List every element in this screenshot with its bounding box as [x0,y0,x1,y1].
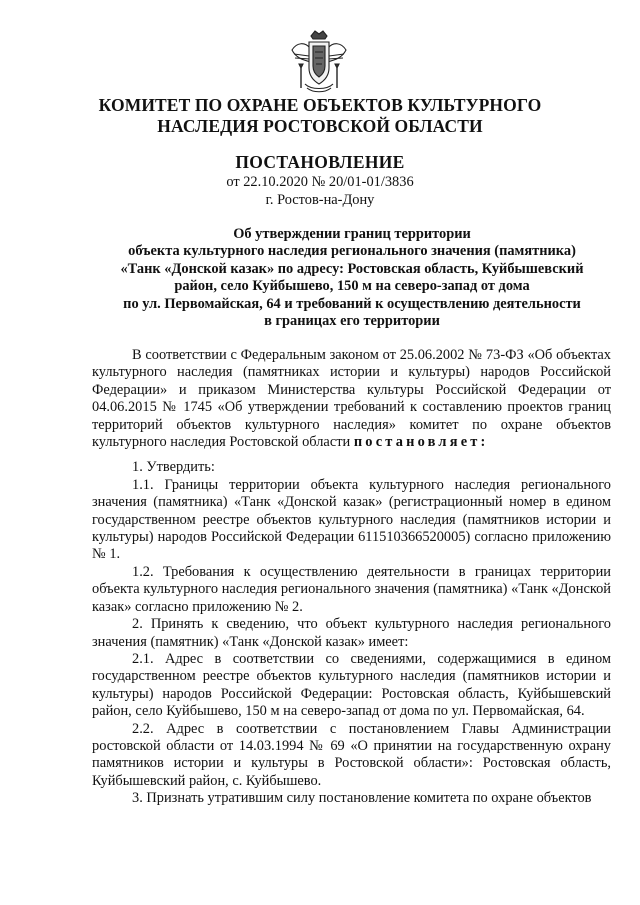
rostov-region-coat-of-arms-icon [289,28,349,94]
document-body [92,347,611,808]
subject-line: в границах его территории [264,313,440,330]
paragraph-3: 3. Признать утратившим силу постановление комитета по охране объектов [132,790,592,807]
subject-line: «Танк «Донской казак» по адресу: Ростовская область, Куйбышевский [120,260,584,277]
preamble-text: В соответствии с Федеральным законом от 25.06.2002 № 73-ФЗ «Об объектах культурного наследия (памятниках истории и культуры) народов Российской Федерации» и приказом Министерства культуры Российской Федерации от 04.06.2015 № 1745 «Об утверждении требований к составлению проектов границ территорий объектов культурного наследия» комитет по охране объектов культурного наследия Ростовской области [92,347,611,451]
paragraph-1: 1. Утвердить: [132,459,215,476]
preamble-paragraph [92,347,611,451]
document-subject [92,226,612,330]
organization-name-line-1: КОМИТЕТ ПО ОХРАНЕ ОБЪЕКТОВ КУЛЬТУРНОГО [98,95,542,115]
subject-line: по ул. Первомайская, 64 и требований к осуществлению деятельности [123,295,581,312]
paragraph-2: 2. Принять к сведению, что объект культурного наследия регионального значения (памятник) «Танк «Донской казак» имеет: [92,616,611,650]
subject-line: объекта культурного наследия регионального значения (памятника) [128,243,576,260]
decree-word: постановляет: [353,434,489,451]
document-date-number: от 22.10.2020 № 20/01-01/3836 [226,174,414,190]
organization-name [60,95,580,137]
paragraph-1-1: 1.1. Границы территории объекта культурного наследия регионального значения (памятника) «Танк «Донской казак» (регистрационный номер в едином государственном реестре объектов культурного наследия (памятников истории и культуры) народов Российской Федерации 611510366520005) согласно приложению № 1. [92,476,611,563]
subject-line: Об утверждении границ территории [233,226,471,242]
paragraph-1-2: 1.2. Требования к осуществлению деятельности в границах территории объекта культурного наследия регионального значения (памятника) «Танк «Донской казак» согласно приложению № 2. [92,563,611,615]
paragraph-2-2: 2.2. Адрес в соответствии с постановлением Главы Администрации ростовской области от 14.03.1994 № 69 «О принятии на государственную охрану памятников истории и культуры в Ростовской области»: Ростовская область, Куйбышевский район, с. Куйбышево. [92,720,611,789]
organization-name-line-2: НАСЛЕДИЯ РОСТОВСКОЙ ОБЛАСТИ [157,116,483,136]
paragraph-2-1: 2.1. Адрес в соответствии со сведениями, содержащимися в едином государственном реестре объектов культурного наследия (памятников истории и культуры) народов Российской Федерации: Ростовская область, Куйбышевский район, село Куйбышево, 150 м на северо-запад от дома по ул. Первомайская, 64. [92,650,611,720]
subject-line: район, село Куйбышево, 150 м на северо-запад от дома [174,278,530,295]
document-type-heading: ПОСТАНОВЛЕНИЕ [235,152,405,172]
document-city: г. Ростов-на-Дону [265,192,375,208]
